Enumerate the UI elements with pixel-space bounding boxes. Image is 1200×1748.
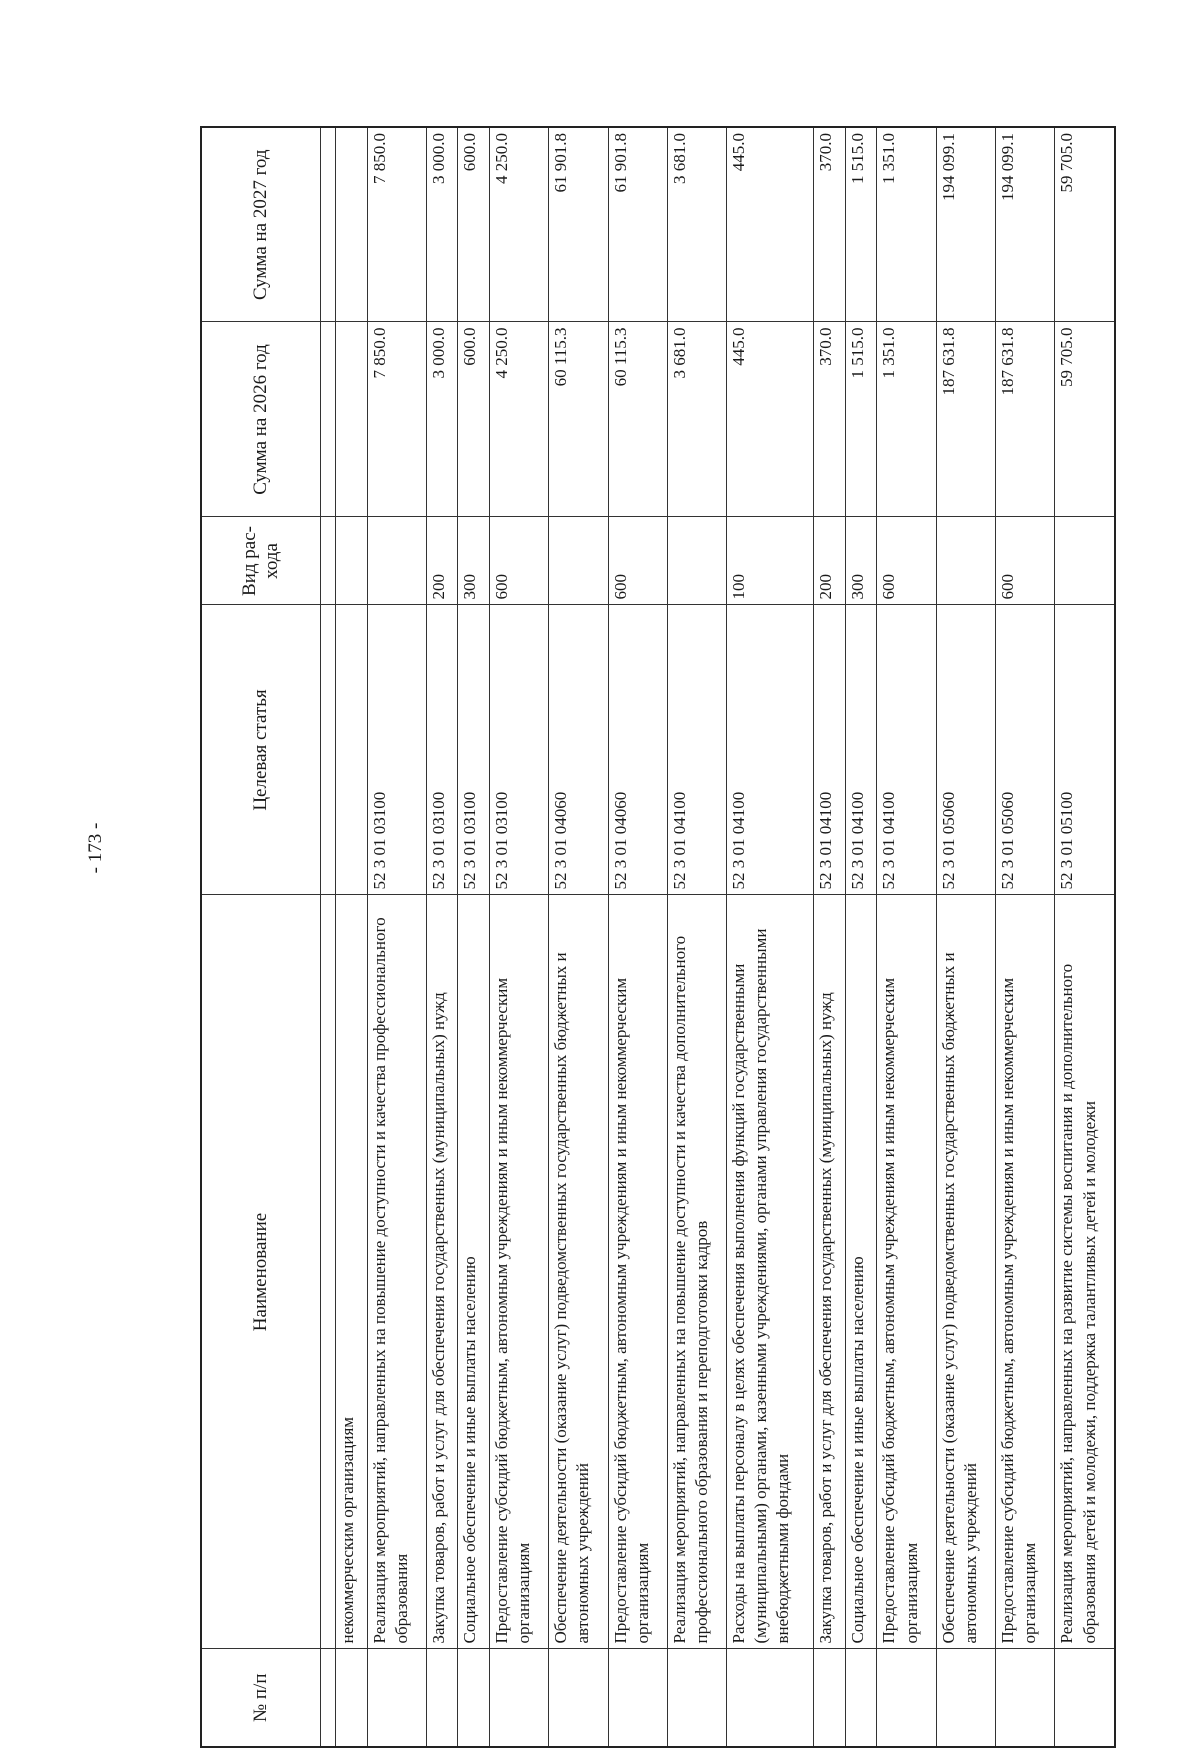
row-2026-cell: 445.0 bbox=[727, 322, 814, 517]
table-header bbox=[201, 127, 321, 1747]
row-kind-cell: 300 bbox=[458, 517, 490, 605]
row-name-cell: Расходы на выплаты персоналу в целях обеспечения выполнения функций государственными (муниципальными) органами, казенными учреждениями, органами управления государственными внебюджетными фондами bbox=[727, 895, 814, 1649]
row-2026-cell: 59 705.0 bbox=[1055, 322, 1115, 517]
row-number-cell bbox=[814, 1649, 846, 1747]
row-code-cell: 52 3 01 04100 bbox=[667, 605, 726, 895]
row-2027-cell: 4 250.0 bbox=[489, 127, 548, 322]
header-num: № п/п bbox=[201, 1649, 321, 1747]
row-2027-cell: 194 099.1 bbox=[996, 127, 1055, 322]
row-2027-cell: 1 351.0 bbox=[877, 127, 936, 322]
row-code-cell: 52 3 01 05060 bbox=[936, 605, 995, 895]
row-2026-cell: 60 115.3 bbox=[608, 322, 667, 517]
row-kind-cell bbox=[936, 517, 995, 605]
row-2026-cell: 600.0 bbox=[458, 322, 490, 517]
table-row bbox=[814, 127, 846, 1747]
row-name-cell: Закупка товаров, работ и услуг для обеспечения государственных (муниципальных) нужд bbox=[814, 895, 846, 1649]
header-code: Целевая статья bbox=[201, 605, 321, 895]
table-row bbox=[458, 127, 490, 1747]
row-kind-cell bbox=[1055, 517, 1115, 605]
header-name: Наименование bbox=[201, 895, 321, 1649]
row-code-cell bbox=[336, 605, 368, 895]
row-number-cell bbox=[367, 1649, 426, 1747]
row-kind-cell: 100 bbox=[727, 517, 814, 605]
row-number-cell bbox=[996, 1649, 1055, 1747]
row-code-cell: 52 3 01 05100 bbox=[1055, 605, 1115, 895]
row-code-cell: 52 3 01 04100 bbox=[845, 605, 877, 895]
row-number-cell bbox=[727, 1649, 814, 1747]
table-row bbox=[667, 127, 726, 1747]
table-row bbox=[608, 127, 667, 1747]
row-2026-cell: 3 000.0 bbox=[426, 322, 458, 517]
row-number-cell bbox=[426, 1649, 458, 1747]
row-name-cell: Предоставление субсидий бюджетным, автономным учреждениям и иным некоммерческим организациям bbox=[877, 895, 936, 1649]
row-number-cell bbox=[845, 1649, 877, 1747]
row-2027-cell: 61 901.8 bbox=[549, 127, 608, 322]
row-name-cell: Реализация мероприятий, направленных на развитие системы воспитания и дополнительного образования детей и молодежи, поддержка талантливых детей и молодежи bbox=[1055, 895, 1115, 1649]
row-2026-cell: 187 631.8 bbox=[996, 322, 1055, 517]
row-code-cell: 52 3 01 03100 bbox=[489, 605, 548, 895]
row-kind-cell: 300 bbox=[845, 517, 877, 605]
page-number: - 173 - bbox=[85, 822, 106, 874]
header-kind: Вид рас- хода bbox=[201, 517, 321, 605]
row-2027-cell: 370.0 bbox=[814, 127, 846, 322]
table-row bbox=[367, 127, 426, 1747]
row-number-cell bbox=[458, 1649, 490, 1747]
row-number-cell bbox=[1055, 1649, 1115, 1747]
row-2026-cell bbox=[336, 322, 368, 517]
row-number-cell bbox=[936, 1649, 995, 1747]
row-code-cell: 52 3 01 03100 bbox=[458, 605, 490, 895]
row-kind-cell bbox=[367, 517, 426, 605]
row-code-cell: 52 3 01 05060 bbox=[996, 605, 1055, 895]
table-row bbox=[336, 127, 368, 1747]
header-2026: Сумма на 2026 год bbox=[201, 322, 321, 517]
row-name-cell: Обеспечение деятельности (оказание услуг) подведомственных государственных бюджетных и автономных учреждений bbox=[549, 895, 608, 1649]
header-2027: Сумма на 2027 год bbox=[201, 127, 321, 322]
row-2026-cell: 4 250.0 bbox=[489, 322, 548, 517]
row-2026-cell: 1 515.0 bbox=[845, 322, 877, 517]
row-2027-cell: 3 000.0 bbox=[426, 127, 458, 322]
row-name-cell: Предоставление субсидий бюджетным, автономным учреждениям и иным некоммерческим организациям bbox=[489, 895, 548, 1649]
table-row bbox=[877, 127, 936, 1747]
table-row bbox=[549, 127, 608, 1747]
row-2026-cell: 3 681.0 bbox=[667, 322, 726, 517]
row-2027-cell: 194 099.1 bbox=[936, 127, 995, 322]
row-code-cell: 52 3 01 04100 bbox=[814, 605, 846, 895]
row-code-cell: 52 3 01 04060 bbox=[608, 605, 667, 895]
row-code-cell: 52 3 01 04060 bbox=[549, 605, 608, 895]
row-2026-cell: 7 850.0 bbox=[367, 322, 426, 517]
rotated-table-container bbox=[200, 128, 1116, 1748]
table-row bbox=[727, 127, 814, 1747]
row-2027-cell: 445.0 bbox=[727, 127, 814, 322]
row-name-cell: Предоставление субсидий бюджетным, автономным учреждениям и иным некоммерческим организациям bbox=[996, 895, 1055, 1649]
row-kind-cell bbox=[549, 517, 608, 605]
row-name-cell: Социальное обеспечение и иные выплаты населению bbox=[845, 895, 877, 1649]
row-kind-cell: 200 bbox=[426, 517, 458, 605]
row-kind-cell bbox=[336, 517, 368, 605]
row-kind-cell: 600 bbox=[877, 517, 936, 605]
row-code-cell: 52 3 01 04100 bbox=[727, 605, 814, 895]
row-2026-cell: 1 351.0 bbox=[877, 322, 936, 517]
row-2026-cell: 187 631.8 bbox=[936, 322, 995, 517]
row-number-cell bbox=[336, 1649, 368, 1747]
row-name-cell: Предоставление субсидий бюджетным, автономным учреждениям и иным некоммерческим организациям bbox=[608, 895, 667, 1649]
row-kind-cell: 600 bbox=[608, 517, 667, 605]
row-name-cell: Реализация мероприятий, направленных на повышение доступности и качества дополнительного профессионального образования и переподготовки кадров bbox=[667, 895, 726, 1649]
table-body bbox=[321, 127, 1116, 1747]
row-name-cell: некоммерческим организациям bbox=[336, 895, 368, 1649]
row-number-cell bbox=[549, 1649, 608, 1747]
row-2027-cell: 1 515.0 bbox=[845, 127, 877, 322]
row-2027-cell: 3 681.0 bbox=[667, 127, 726, 322]
row-2027-cell: 61 901.8 bbox=[608, 127, 667, 322]
row-kind-cell: 600 bbox=[489, 517, 548, 605]
row-code-cell: 52 3 01 03100 bbox=[426, 605, 458, 895]
row-kind-cell: 200 bbox=[814, 517, 846, 605]
table-row bbox=[996, 127, 1055, 1747]
row-2027-cell: 59 705.0 bbox=[1055, 127, 1115, 322]
row-number-cell bbox=[608, 1649, 667, 1747]
row-name-cell: Социальное обеспечение и иные выплаты населению bbox=[458, 895, 490, 1649]
table-row bbox=[936, 127, 995, 1747]
row-name-cell: Реализация мероприятий, направленных на повышение доступности и качества профессионального образования bbox=[367, 895, 426, 1649]
row-kind-cell: 600 bbox=[996, 517, 1055, 605]
row-2027-cell: 7 850.0 bbox=[367, 127, 426, 322]
row-2026-cell: 370.0 bbox=[814, 322, 846, 517]
budget-table bbox=[200, 126, 1116, 1748]
row-number-cell bbox=[877, 1649, 936, 1747]
row-2027-cell bbox=[336, 127, 368, 322]
row-2026-cell: 60 115.3 bbox=[549, 322, 608, 517]
row-name-cell: Закупка товаров, работ и услуг для обеспечения государственных (муниципальных) нужд bbox=[426, 895, 458, 1649]
row-number-cell bbox=[667, 1649, 726, 1747]
row-2027-cell: 600.0 bbox=[458, 127, 490, 322]
row-kind-cell bbox=[667, 517, 726, 605]
row-number-cell bbox=[489, 1649, 548, 1747]
table-row bbox=[845, 127, 877, 1747]
row-code-cell: 52 3 01 04100 bbox=[877, 605, 936, 895]
table-row bbox=[426, 127, 458, 1747]
spacer-row bbox=[321, 127, 336, 1747]
table-row bbox=[489, 127, 548, 1747]
row-code-cell: 52 3 01 03100 bbox=[367, 605, 426, 895]
row-name-cell: Обеспечение деятельности (оказание услуг) подведомственных государственных бюджетных и автономных учреждений bbox=[936, 895, 995, 1649]
table-row bbox=[1055, 127, 1115, 1747]
